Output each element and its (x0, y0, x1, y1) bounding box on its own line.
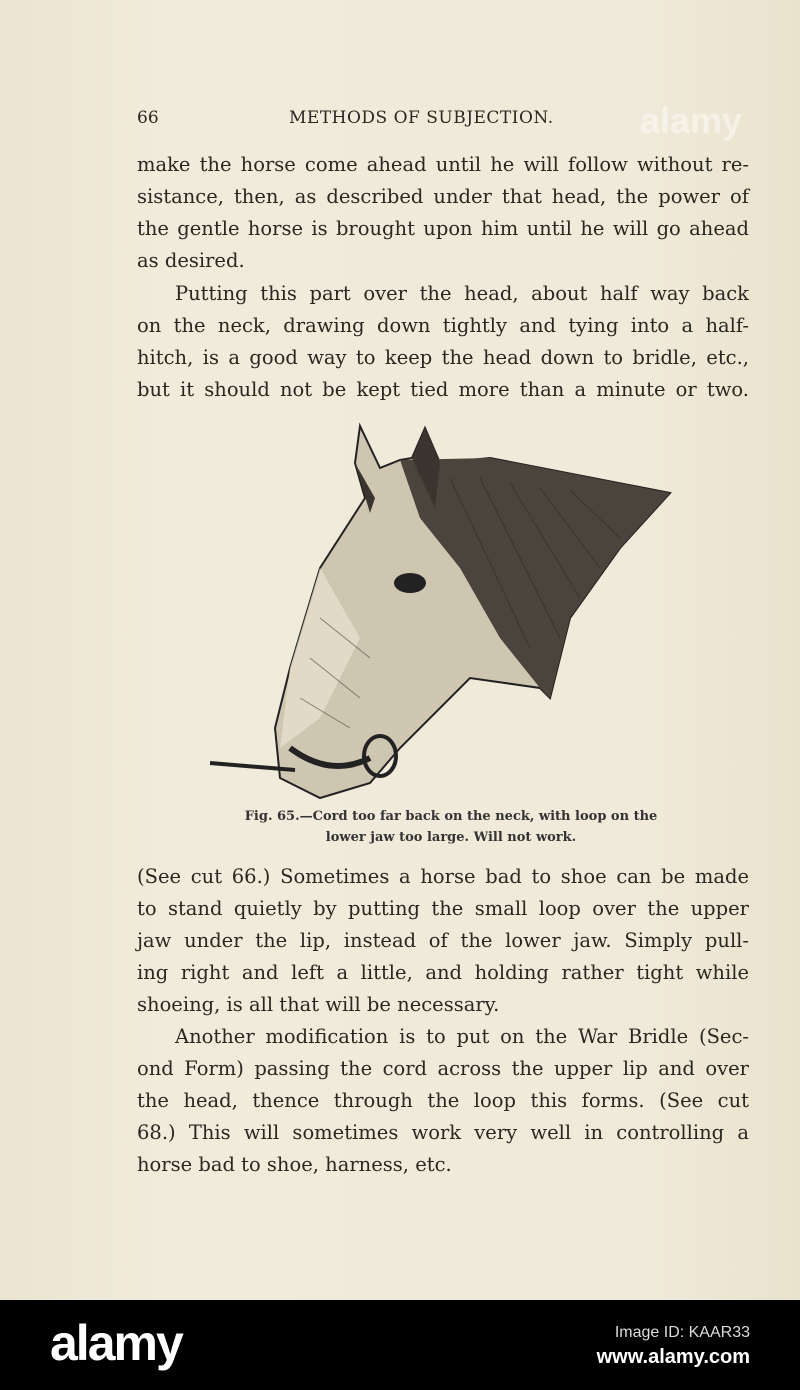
text-line: to stand quietly by putting the small loop over the upper (137, 897, 749, 920)
text-line: but it should not be kept tied more than a minute or two. (137, 378, 749, 401)
text-line: Putting this part over the head, about half way back (175, 282, 749, 305)
text-line: as desired. (137, 249, 245, 272)
image-id: Image ID: KAAR33 (614, 1324, 750, 1341)
stock-footer-bar (0, 1300, 800, 1390)
text-line: the gentle horse is brought upon him until he will go ahead (137, 217, 749, 240)
text-line: shoeing, is all that will be necessary. (137, 993, 500, 1016)
text-line: (See cut 66.) Sometimes a horse bad to shoe can be made (137, 865, 749, 888)
paragraph-2 (137, 278, 749, 406)
text-line: jaw under the lip, instead of the lower jaw. Simply pull- (137, 929, 749, 952)
text-line: 68.) This will sometimes work very well in controlling a (137, 1121, 749, 1144)
page-number: 66 (137, 108, 159, 128)
text-line: horse bad to shoe, harness, etc. (137, 1153, 452, 1176)
running-title: METHODS OF SUBJECTION. (289, 108, 554, 128)
caption-line: Fig. 65.—Cord too far back on the neck, with loop on the (244, 809, 658, 824)
site-url: www.alamy.com (596, 1346, 750, 1368)
caption-line: lower jaw too large. Will not work. (325, 830, 577, 845)
paragraph-1 (137, 149, 749, 277)
text-line: Another modification is to put on the War Bridle (Sec- (175, 1025, 749, 1048)
text-line: make the horse come ahead until he will follow without re- (137, 153, 749, 176)
text-line: ond Form) passing the cord across the upper lip and over (137, 1057, 749, 1080)
text-line: on the neck, drawing down tightly and tying into a half- (137, 314, 749, 337)
watermark: alamy (640, 100, 743, 141)
figure-caption (226, 806, 676, 848)
paragraph-4 (137, 1021, 749, 1181)
text-line: ing right and left a little, and holding rather tight while (137, 961, 749, 984)
paragraph-3 (137, 861, 749, 1021)
text-line: sistance, then, as described under that head, the power of (137, 185, 749, 208)
alamy-logo: alamy (50, 1315, 182, 1371)
text-line: the head, thence through the loop this forms. (See cut (137, 1089, 749, 1112)
horse-head-illustration (200, 418, 680, 803)
text-line: hitch, is a good way to keep the head down to bridle, etc., (137, 346, 749, 369)
